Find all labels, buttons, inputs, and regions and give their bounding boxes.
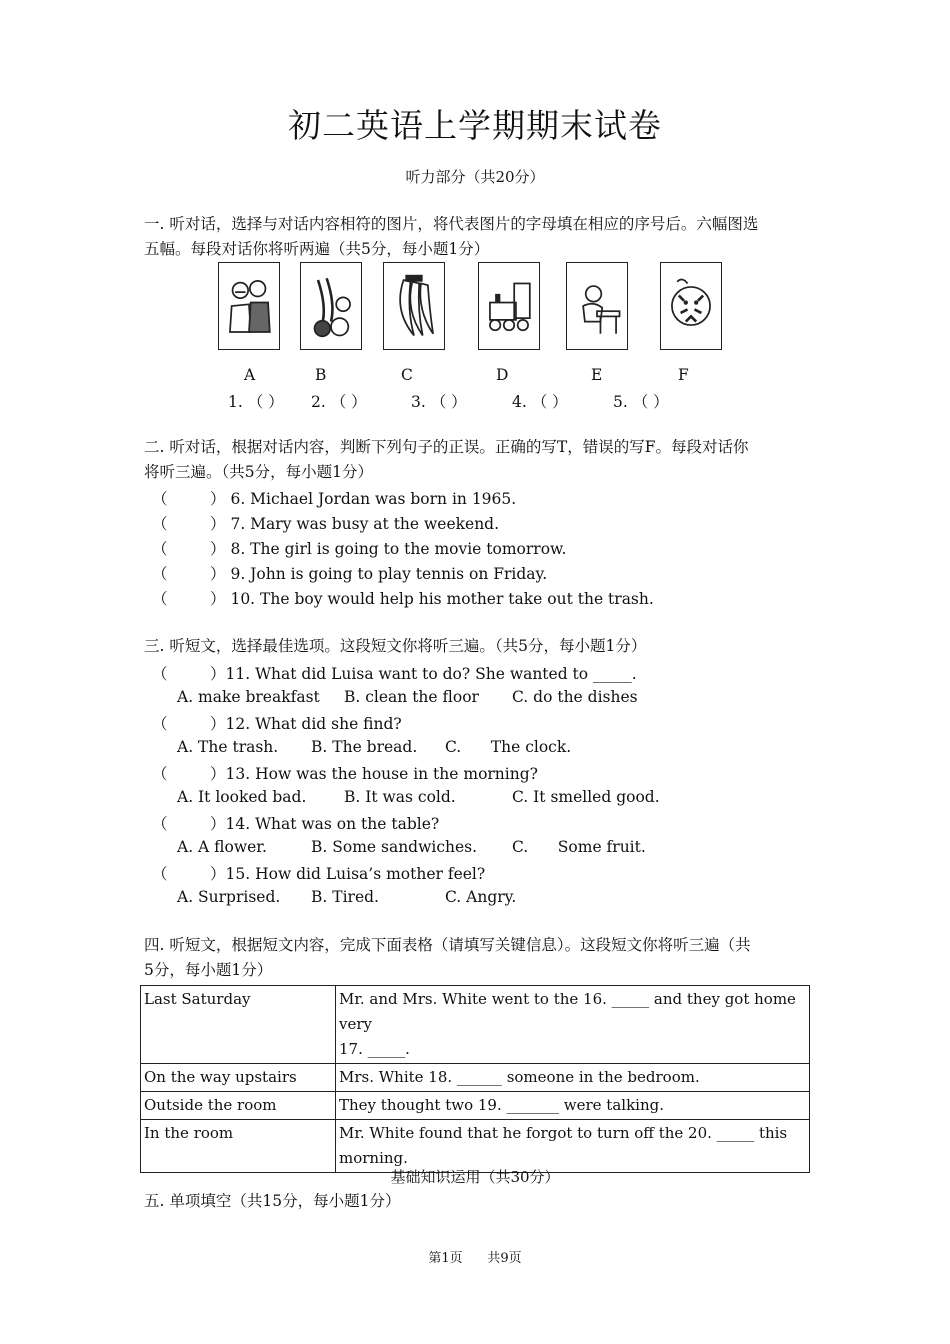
bananas-icon bbox=[388, 267, 440, 345]
list-item: （ ） 7. Mary was busy at the weekend. bbox=[152, 512, 499, 534]
option-c: C. Angry. bbox=[445, 888, 517, 906]
answer-paren[interactable]: （ bbox=[152, 515, 168, 533]
picture-label-f: F bbox=[678, 366, 689, 384]
answer-blank-4[interactable]: 4. （ ） bbox=[512, 393, 568, 411]
picture-label-e: E bbox=[591, 366, 603, 384]
question-14: （ ）14. What was on the table? bbox=[152, 815, 440, 833]
section1-instruction-line2: 五幅。每段对话你将听两遍（共5分，每小题1分） bbox=[144, 240, 490, 258]
answer-paren[interactable]: （ bbox=[152, 490, 168, 508]
picture-e bbox=[566, 262, 628, 350]
option-b: B. Tired. bbox=[311, 888, 379, 906]
option-b: B. The bread. bbox=[311, 738, 418, 756]
option-b: B. Some sandwiches. bbox=[311, 838, 478, 856]
table-row bbox=[141, 1064, 810, 1092]
section3-instruction: 三. 听短文，选择最佳选项。这段短文你将听三遍。（共5分，每小题1分） bbox=[144, 637, 647, 655]
question-15: （ ）15. How did Luisa’s mother feel? bbox=[152, 865, 486, 883]
table-cell: Mr. and Mrs. White went to the 16. _____ and they got home very 17. _____. bbox=[336, 986, 810, 1064]
question-11: （ ）11. What did Luisa want to do? She wanted to _____. bbox=[152, 665, 637, 683]
table-cell: They thought two 19. _______ were talking. bbox=[336, 1092, 810, 1120]
section2-instruction-line1: 二. 听对话，根据对话内容，判断下列句子的正误。正确的写T，错误的写F。每段对话你 bbox=[144, 438, 749, 456]
table-row bbox=[141, 986, 810, 1064]
option-a: A. make breakfast bbox=[177, 688, 320, 706]
table-cell: Last Saturday bbox=[141, 986, 336, 1064]
answer-blank-5[interactable]: 5. （ ） bbox=[613, 393, 669, 411]
table-cell: Mrs. White 18. ______ someone in the bedroom. bbox=[336, 1064, 810, 1092]
option-b: B. clean the floor bbox=[344, 688, 479, 706]
basics-header: 基础知识运用（共30分） bbox=[390, 1168, 560, 1186]
answer-paren[interactable]: （ bbox=[152, 590, 168, 608]
picture-b bbox=[300, 262, 362, 350]
section2-instruction-line2: 将听三遍。（共5分，每小题1分） bbox=[144, 463, 373, 481]
question-12: （ ）12. What did she find? bbox=[152, 715, 402, 733]
answer-blank-3[interactable]: 3. （ ） bbox=[411, 393, 467, 411]
answer-blank-2[interactable]: 2. （ ） bbox=[311, 393, 367, 411]
option-a: A. A flower. bbox=[177, 838, 267, 856]
fruit-icon bbox=[305, 267, 357, 345]
list-item: （ ） 9. John is going to play tennis on Friday. bbox=[152, 562, 547, 584]
option-a: A. The trash. bbox=[177, 738, 279, 756]
page-title: 初二英语上学期期末试卷 bbox=[288, 106, 662, 145]
picture-c bbox=[383, 262, 445, 350]
picture-label-d: D bbox=[496, 366, 509, 384]
section4-instruction-line1: 四. 听短文，根据短文内容，完成下面表格（请填写关键信息）。这段短文你将听三遍（共 bbox=[144, 936, 751, 954]
table-cell: In the room bbox=[141, 1120, 336, 1173]
list-item: （ ） 10. The boy would help his mother take out the trash. bbox=[152, 587, 654, 609]
picture-f bbox=[660, 262, 722, 350]
section5-instruction: 五. 单项填空（共15分，每小题1分） bbox=[144, 1192, 401, 1210]
page-footer: 第1页 共9页 bbox=[428, 1251, 522, 1266]
answer-blank-1[interactable]: 1. （ ） bbox=[228, 393, 284, 411]
question-13: （ ）13. How was the house in the morning? bbox=[152, 765, 538, 783]
list-item: （ ） 6. Michael Jordan was born in 1965. bbox=[152, 487, 516, 509]
answer-paren[interactable]: （ bbox=[152, 540, 168, 558]
picture-d bbox=[478, 262, 540, 350]
table-cell: On the way upstairs bbox=[141, 1064, 336, 1092]
info-table bbox=[140, 985, 810, 1173]
picture-a bbox=[218, 262, 280, 350]
table-cell: Outside the room bbox=[141, 1092, 336, 1120]
section1-instruction-line1: 一. 听对话，选择与对话内容相符的图片，将代表图片的字母填在相应的序号后。六幅图选 bbox=[144, 215, 759, 233]
section4-instruction-line2: 5分，每小题1分） bbox=[144, 961, 273, 979]
picture-label-b: B bbox=[315, 366, 327, 384]
answer-paren[interactable]: （ bbox=[152, 565, 168, 583]
tiger-icon bbox=[665, 267, 717, 345]
list-item: （ ） 8. The girl is going to the movie tomorrow. bbox=[152, 537, 566, 559]
desk-person-icon bbox=[571, 267, 623, 345]
table-cell: Mr. White found that he forgot to turn off the 20. _____ this morning. bbox=[336, 1120, 810, 1173]
option-a: A. It looked bad. bbox=[177, 788, 307, 806]
option-c: C. do the dishes bbox=[512, 688, 638, 706]
option-c: C. The clock. bbox=[445, 738, 572, 756]
table-row bbox=[141, 1120, 810, 1173]
two-people-icon bbox=[223, 267, 275, 345]
picture-label-a: A bbox=[244, 366, 256, 384]
option-c: C. Some fruit. bbox=[512, 838, 646, 856]
table-row bbox=[141, 1092, 810, 1120]
listening-header: 听力部分（共20分） bbox=[405, 168, 545, 186]
option-c: C. It smelled good. bbox=[512, 788, 660, 806]
option-b: B. It was cold. bbox=[344, 788, 456, 806]
picture-label-c: C bbox=[401, 366, 413, 384]
option-a: A. Surprised. bbox=[177, 888, 281, 906]
train-icon bbox=[483, 267, 535, 345]
